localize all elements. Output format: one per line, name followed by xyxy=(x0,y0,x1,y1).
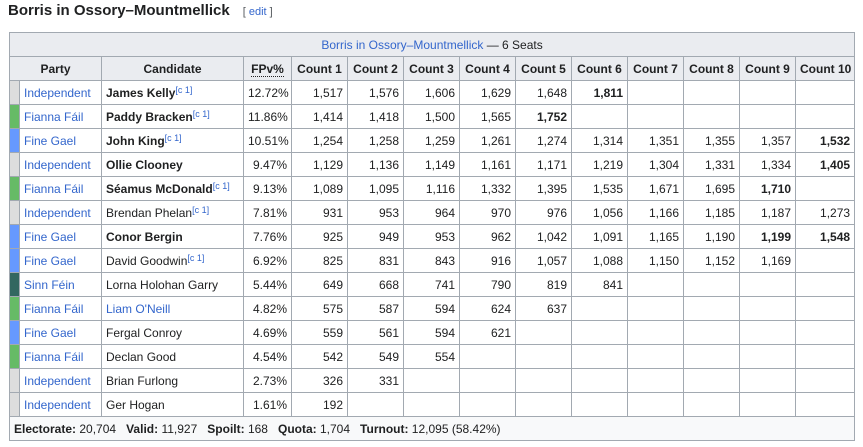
party-color-swatch xyxy=(10,297,20,321)
count-cell xyxy=(796,273,855,297)
count-cell xyxy=(796,345,855,369)
party-cell xyxy=(20,321,102,345)
count-cell: 1,150 xyxy=(628,249,684,273)
fpv-cell: 9.13% xyxy=(244,177,292,201)
count-cell: 916 xyxy=(460,249,516,273)
candidate-name: Fergal Conroy xyxy=(106,325,183,340)
count-cell xyxy=(740,297,796,321)
candidate-cell xyxy=(102,225,244,249)
party-color-swatch xyxy=(10,321,20,345)
section-heading xyxy=(8,2,273,22)
count-cell: 1,166 xyxy=(628,201,684,225)
edit-bracket-open: [ xyxy=(242,6,249,18)
party-cell xyxy=(20,129,102,153)
candidate-cell xyxy=(102,201,244,225)
fpv-cell: 4.69% xyxy=(244,321,292,345)
column-header-label: Count 8 xyxy=(689,61,734,76)
party-color-swatch xyxy=(10,249,20,273)
count-cell: 1,152 xyxy=(684,249,740,273)
count-cell: 1,811 xyxy=(572,81,628,105)
count-cell: 594 xyxy=(404,321,460,345)
count-cell xyxy=(684,297,740,321)
party-cell xyxy=(20,225,102,249)
table-row xyxy=(10,225,855,249)
count-cell: 964 xyxy=(404,201,460,225)
count-cell: 819 xyxy=(516,273,572,297)
table-row xyxy=(10,201,855,225)
fpv-cell: 12.72% xyxy=(244,81,292,105)
party-link[interactable]: Fine Gael xyxy=(24,253,77,268)
party-cell xyxy=(20,273,102,297)
count-cell xyxy=(684,81,740,105)
count-cell: 1,606 xyxy=(404,81,460,105)
party-link[interactable]: Independent xyxy=(24,85,91,100)
count-cell: 1,273 xyxy=(796,201,855,225)
summary-label: Turnout: xyxy=(360,421,409,436)
candidate-cell xyxy=(102,153,244,177)
count-cell: 1,261 xyxy=(460,129,516,153)
count-cell xyxy=(628,81,684,105)
party-link[interactable]: Fianna Fáil xyxy=(24,349,84,364)
count-cell: 331 xyxy=(348,369,404,393)
summary-label: Valid: xyxy=(126,421,159,436)
count-cell xyxy=(796,177,855,201)
count-cell xyxy=(740,369,796,393)
count-cell xyxy=(684,105,740,129)
candidate-name: Ollie Clooney xyxy=(106,157,183,172)
candidate-name: David Goodwin xyxy=(106,253,188,268)
column-header-label: Count 10 xyxy=(800,61,852,76)
column-header-label: Count 2 xyxy=(353,61,398,76)
count-cell: 1,136 xyxy=(348,153,404,177)
fpv-cell: 7.81% xyxy=(244,201,292,225)
count-cell: 1,116 xyxy=(404,177,460,201)
candidate-cell xyxy=(102,369,244,393)
candidate-name: James Kelly xyxy=(106,85,176,100)
count-cell xyxy=(628,345,684,369)
count-cell: 1,219 xyxy=(572,153,628,177)
party-color-swatch xyxy=(10,81,20,105)
candidate-name: Brian Furlong xyxy=(106,373,179,388)
column-header-label: Count 1 xyxy=(297,61,342,76)
party-color-swatch xyxy=(10,177,20,201)
count-cell xyxy=(516,393,572,417)
candidate-cell xyxy=(102,105,244,129)
citation-ref[interactable]: [c 1] xyxy=(175,84,193,95)
count-cell: 668 xyxy=(348,273,404,297)
table-row xyxy=(10,249,855,273)
party-link[interactable]: Fine Gael xyxy=(24,229,77,244)
fpv-cell: 2.73% xyxy=(244,369,292,393)
count-cell xyxy=(684,345,740,369)
party-cell xyxy=(20,153,102,177)
count-cell: 831 xyxy=(348,249,404,273)
count-cell xyxy=(628,393,684,417)
count-cell: 1,548 xyxy=(796,225,855,249)
count-cell: 575 xyxy=(292,297,348,321)
column-header xyxy=(460,57,516,81)
count-cell: 1,517 xyxy=(292,81,348,105)
table-row xyxy=(10,129,855,153)
table-body xyxy=(10,81,855,417)
count-cell: 949 xyxy=(348,225,404,249)
summary-value: 20,704 xyxy=(76,421,117,436)
count-cell: 1,089 xyxy=(292,177,348,201)
party-link[interactable]: Independent xyxy=(24,205,91,220)
count-cell: 1,259 xyxy=(404,129,460,153)
count-cell: 1,710 xyxy=(740,177,796,201)
count-cell: 649 xyxy=(292,273,348,297)
count-cell: 1,274 xyxy=(516,129,572,153)
fpv-cell: 10.51% xyxy=(244,129,292,153)
party-cell xyxy=(20,105,102,129)
count-cell xyxy=(572,105,628,129)
electorate-summary xyxy=(10,417,855,441)
count-cell: 1,414 xyxy=(292,105,348,129)
column-header-label: Count 3 xyxy=(409,61,454,76)
party-cell xyxy=(20,393,102,417)
count-cell: 1,199 xyxy=(740,225,796,249)
candidate-name: Conor Bergin xyxy=(106,229,183,244)
candidate-name: Brendan Phelan xyxy=(106,205,193,220)
column-header xyxy=(740,57,796,81)
count-cell: 1,351 xyxy=(628,129,684,153)
citation-ref[interactable]: [c 1] xyxy=(212,180,230,191)
count-cell: 825 xyxy=(292,249,348,273)
seats-label: — 6 Seats xyxy=(483,37,543,52)
count-cell: 1,258 xyxy=(348,129,404,153)
count-cell: 1,254 xyxy=(292,129,348,153)
count-cell: 1,185 xyxy=(684,201,740,225)
count-cell xyxy=(628,105,684,129)
fpv-cell: 9.47% xyxy=(244,153,292,177)
citation-ref[interactable]: [c 1] xyxy=(192,108,210,119)
count-cell xyxy=(460,393,516,417)
table-row xyxy=(10,177,855,201)
fpv-cell: 5.44% xyxy=(244,273,292,297)
count-cell: 1,535 xyxy=(572,177,628,201)
count-cell: 970 xyxy=(460,201,516,225)
candidate-name: Séamus McDonald xyxy=(106,181,213,196)
count-cell: 1,418 xyxy=(348,105,404,129)
count-cell xyxy=(684,393,740,417)
count-cell: 1,171 xyxy=(516,153,572,177)
table-row xyxy=(10,345,855,369)
column-header xyxy=(516,57,572,81)
party-link[interactable]: Independent xyxy=(24,373,91,388)
count-cell: 1,314 xyxy=(572,129,628,153)
party-link[interactable]: Independent xyxy=(24,157,91,172)
edit-bracket-close: ] xyxy=(266,6,273,18)
summary-label: Electorate: xyxy=(14,421,77,436)
fpv-cell: 7.76% xyxy=(244,225,292,249)
count-cell: 1,500 xyxy=(404,105,460,129)
count-cell: 1,565 xyxy=(460,105,516,129)
candidate-name: Declan Good xyxy=(106,349,177,364)
party-color-swatch xyxy=(10,393,20,417)
count-cell: 925 xyxy=(292,225,348,249)
count-cell xyxy=(796,297,855,321)
column-header-label: Count 4 xyxy=(465,61,510,76)
party-color-swatch xyxy=(10,345,20,369)
count-cell: 1,331 xyxy=(684,153,740,177)
edit-link[interactable]: edit xyxy=(248,6,267,18)
column-header xyxy=(10,57,102,81)
count-cell: 1,095 xyxy=(348,177,404,201)
candidate-cell xyxy=(102,81,244,105)
candidate-cell xyxy=(102,297,244,321)
party-link[interactable]: Fianna Fáil xyxy=(24,301,84,316)
party-link[interactable]: Fine Gael xyxy=(24,133,77,148)
count-cell: 1,149 xyxy=(404,153,460,177)
column-header-label: Count 5 xyxy=(521,61,566,76)
summary-item xyxy=(278,422,350,436)
party-color-swatch xyxy=(10,273,20,297)
table-row xyxy=(10,393,855,417)
count-cell xyxy=(684,273,740,297)
count-cell xyxy=(740,393,796,417)
column-header-label: FPv% xyxy=(251,61,284,76)
party-cell xyxy=(20,249,102,273)
header-row xyxy=(10,57,855,81)
party-color-swatch xyxy=(10,129,20,153)
summary-item xyxy=(126,422,197,436)
count-cell: 843 xyxy=(404,249,460,273)
count-cell: 1,648 xyxy=(516,81,572,105)
column-header xyxy=(796,57,855,81)
candidate-cell xyxy=(102,393,244,417)
count-cell xyxy=(740,321,796,345)
count-cell: 594 xyxy=(404,297,460,321)
candidate-name[interactable]: Liam O'Neill xyxy=(106,301,171,316)
party-color-swatch xyxy=(10,105,20,129)
count-cell xyxy=(796,105,855,129)
fpv-cell: 4.54% xyxy=(244,345,292,369)
count-cell: 1,752 xyxy=(516,105,572,129)
count-cell: 790 xyxy=(460,273,516,297)
count-cell: 1,129 xyxy=(292,153,348,177)
summary-value: 12,095 (58.42%) xyxy=(408,421,501,436)
count-cell xyxy=(572,369,628,393)
count-cell xyxy=(516,369,572,393)
party-link[interactable]: Sinn Féin xyxy=(24,277,75,292)
table-row xyxy=(10,369,855,393)
count-cell xyxy=(684,321,740,345)
count-cell: 1,042 xyxy=(516,225,572,249)
count-cell: 1,405 xyxy=(796,153,855,177)
count-cell xyxy=(572,297,628,321)
count-cell xyxy=(740,345,796,369)
count-cell: 624 xyxy=(460,297,516,321)
count-cell: 561 xyxy=(348,321,404,345)
party-link[interactable]: Independent xyxy=(24,397,91,412)
count-cell xyxy=(628,321,684,345)
column-header[interactable] xyxy=(244,57,292,81)
table-row xyxy=(10,297,855,321)
candidate-cell xyxy=(102,321,244,345)
candidate-cell xyxy=(102,345,244,369)
party-cell xyxy=(20,369,102,393)
candidate-cell xyxy=(102,273,244,297)
count-cell: 1,355 xyxy=(684,129,740,153)
column-header xyxy=(348,57,404,81)
count-cell: 1,629 xyxy=(460,81,516,105)
table-row xyxy=(10,321,855,345)
table-row xyxy=(10,105,855,129)
count-cell: 741 xyxy=(404,273,460,297)
party-color-swatch xyxy=(10,153,20,177)
table-row xyxy=(10,81,855,105)
citation-ref[interactable]: [c 1] xyxy=(192,204,210,215)
candidate-cell xyxy=(102,129,244,153)
constituency-link[interactable]: Borris in Ossory–Mountmellick xyxy=(321,37,484,52)
count-cell: 1,334 xyxy=(740,153,796,177)
count-cell xyxy=(740,81,796,105)
count-cell: 559 xyxy=(292,321,348,345)
count-cell: 962 xyxy=(460,225,516,249)
count-cell: 587 xyxy=(348,297,404,321)
party-cell xyxy=(20,177,102,201)
count-cell: 1,161 xyxy=(460,153,516,177)
count-cell xyxy=(796,369,855,393)
count-cell xyxy=(572,345,628,369)
column-header xyxy=(404,57,460,81)
candidate-name: John King xyxy=(106,133,165,148)
count-cell: 1,088 xyxy=(572,249,628,273)
table-row xyxy=(10,273,855,297)
party-cell xyxy=(20,345,102,369)
count-cell: 542 xyxy=(292,345,348,369)
table-row xyxy=(10,153,855,177)
summary-value: 11,927 xyxy=(158,421,198,436)
count-cell xyxy=(516,345,572,369)
count-cell xyxy=(796,249,855,273)
candidate-name: Paddy Bracken xyxy=(106,109,193,124)
count-cell: 953 xyxy=(404,225,460,249)
count-cell xyxy=(740,273,796,297)
candidate-name: Ger Hogan xyxy=(106,397,165,412)
citation-ref[interactable]: [c 1] xyxy=(164,132,182,143)
column-header-label: Count 9 xyxy=(745,61,790,76)
count-cell: 1,532 xyxy=(796,129,855,153)
count-cell: 1,165 xyxy=(628,225,684,249)
count-cell: 1,056 xyxy=(572,201,628,225)
column-header xyxy=(628,57,684,81)
count-cell: 1,187 xyxy=(740,201,796,225)
count-cell: 953 xyxy=(348,201,404,225)
count-cell: 192 xyxy=(292,393,348,417)
count-cell xyxy=(460,345,516,369)
candidate-cell xyxy=(102,177,244,201)
count-cell xyxy=(740,105,796,129)
party-link[interactable]: Fianna Fáil xyxy=(24,109,84,124)
count-cell xyxy=(796,393,855,417)
party-cell xyxy=(20,201,102,225)
count-cell xyxy=(404,393,460,417)
election-results-table xyxy=(9,32,855,441)
count-cell: 1,304 xyxy=(628,153,684,177)
party-link[interactable]: Fianna Fáil xyxy=(24,181,84,196)
count-cell xyxy=(628,297,684,321)
summary-value: 168 xyxy=(244,421,268,436)
count-cell: 554 xyxy=(404,345,460,369)
count-cell xyxy=(460,369,516,393)
count-cell: 1,357 xyxy=(740,129,796,153)
column-header-label: Count 6 xyxy=(577,61,622,76)
column-header-label: Count 7 xyxy=(633,61,678,76)
count-cell: 1,057 xyxy=(516,249,572,273)
count-cell xyxy=(516,321,572,345)
citation-ref[interactable]: [c 1] xyxy=(187,252,205,263)
count-cell: 326 xyxy=(292,369,348,393)
table-caption xyxy=(10,33,855,57)
count-cell: 1,332 xyxy=(460,177,516,201)
party-cell xyxy=(20,81,102,105)
summary-value: 1,704 xyxy=(316,421,351,436)
count-cell: 1,671 xyxy=(628,177,684,201)
count-cell: 1,091 xyxy=(572,225,628,249)
column-header-label: Party xyxy=(40,61,71,76)
count-cell xyxy=(628,369,684,393)
count-cell xyxy=(404,369,460,393)
party-link[interactable]: Fine Gael xyxy=(24,325,77,340)
column-header xyxy=(292,57,348,81)
edit-section xyxy=(243,6,273,18)
column-header xyxy=(572,57,628,81)
column-header xyxy=(684,57,740,81)
summary-label: Spoilt: xyxy=(207,421,245,436)
party-cell xyxy=(20,297,102,321)
column-header-label: Candidate xyxy=(143,61,202,76)
count-cell: 931 xyxy=(292,201,348,225)
fpv-cell: 6.92% xyxy=(244,249,292,273)
count-cell xyxy=(572,393,628,417)
count-cell: 1,190 xyxy=(684,225,740,249)
count-cell xyxy=(796,81,855,105)
party-color-swatch xyxy=(10,201,20,225)
candidate-cell xyxy=(102,249,244,273)
summary-label: Quota: xyxy=(277,421,317,436)
fpv-cell: 1.61% xyxy=(244,393,292,417)
count-cell xyxy=(684,369,740,393)
summary-item xyxy=(360,422,500,436)
count-cell: 549 xyxy=(348,345,404,369)
candidate-name: Lorna Holohan Garry xyxy=(106,277,219,292)
summary-item xyxy=(14,422,116,436)
count-cell: 841 xyxy=(572,273,628,297)
count-cell: 1,169 xyxy=(740,249,796,273)
count-cell: 637 xyxy=(516,297,572,321)
section-title: Borris in Ossory–Mountmellick xyxy=(8,2,230,19)
count-cell xyxy=(796,321,855,345)
count-cell: 621 xyxy=(460,321,516,345)
summary-item xyxy=(207,422,268,436)
count-cell xyxy=(628,273,684,297)
count-cell: 1,395 xyxy=(516,177,572,201)
count-cell: 1,695 xyxy=(684,177,740,201)
fpv-cell: 4.82% xyxy=(244,297,292,321)
count-cell xyxy=(572,321,628,345)
party-color-swatch xyxy=(10,369,20,393)
column-header xyxy=(102,57,244,81)
count-cell: 976 xyxy=(516,201,572,225)
party-color-swatch xyxy=(10,225,20,249)
fpv-cell: 11.86% xyxy=(244,105,292,129)
count-cell xyxy=(348,393,404,417)
count-cell: 1,576 xyxy=(348,81,404,105)
